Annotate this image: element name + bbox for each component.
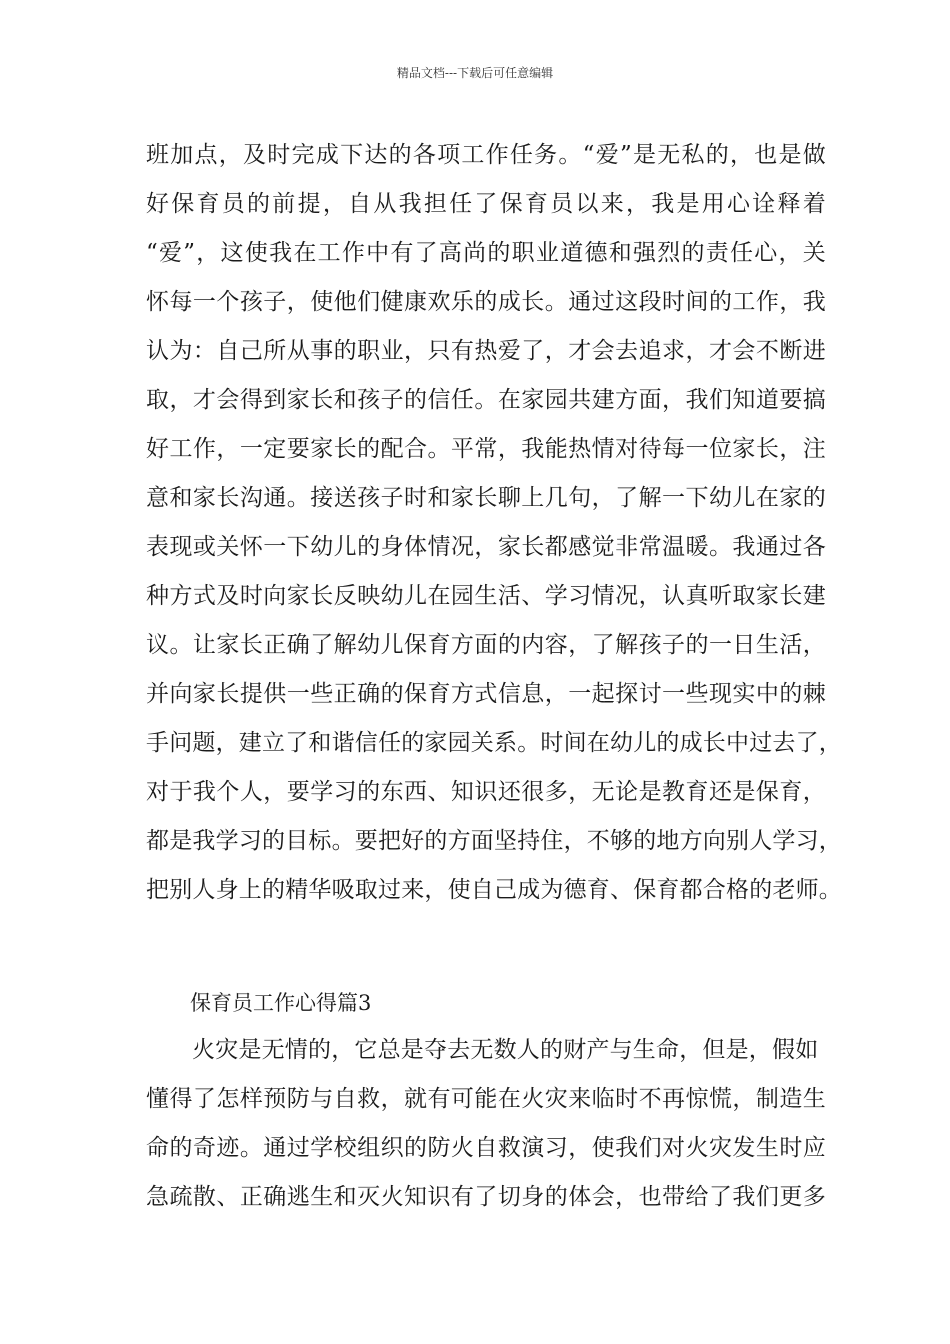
text-line: 种方式及时向家长反映幼儿在园生活、学习情况，认真听取家长建 (146, 583, 826, 609)
text-line: 好工作，一定要家长的配合。平常，我能热情对待每一位家长，注 (146, 436, 826, 462)
text-line: “爱”，这使我在工作中有了高尚的职业道德和强烈的责任心，关 (146, 240, 826, 266)
text-line: 都是我学习的目标。要把好的方面坚持住，不够的地方向别人学习， (146, 828, 842, 854)
text-line: 懂得了怎样预防与自救，就有可能在火灾来临时不再惊慌，制造生 (146, 1086, 826, 1112)
text-line: 命的奇迹。通过学校组织的防火自救演习，使我们对火灾发生时应 (146, 1135, 826, 1161)
text-line: 火灾是无情的，它总是夺去无数人的财产与生命，但是，假如 (192, 1037, 819, 1063)
text-line: 怀每一个孩子，使他们健康欢乐的成长。通过这段时间的工作，我 (146, 289, 826, 315)
paragraph-continued (146, 131, 842, 915)
text-line: 议。让家长正确了解幼儿保育方面的内容，了解孩子的一日生活， (146, 632, 826, 658)
page-header: 精品文档---下载后可任意编辑 (396, 66, 554, 80)
section-paragraph (146, 1026, 826, 1222)
text-line: 对于我个人，要学习的东西、知识还很多，无论是教育还是保育， (146, 779, 826, 805)
paragraph-gap (146, 915, 826, 980)
text-line: 好保育员的前提，自从我担任了保育员以来，我是用心诠释着 (146, 191, 826, 217)
text-line: 手问题，建立了和谐信任的家园关系。时间在幼儿的成长中过去了， (146, 730, 842, 756)
text-line: 取，才会得到家长和孩子的信任。在家园共建方面，我们知道要搞 (146, 387, 826, 413)
text-line: 急疏散、正确逃生和灭火知识有了切身的体会，也带给了我们更多 (146, 1184, 826, 1210)
text-line: 并向家长提供一些正确的保育方式信息，一起探讨一些现实中的棘 (146, 681, 826, 707)
document-body (146, 131, 842, 1222)
section-heading: 保育员工作心得篇3 (190, 991, 372, 1015)
text-line: 表现或关怀一下幼儿的身体情况，家长都感觉非常温暖。我通过各 (146, 534, 826, 560)
text-line: 意和家长沟通。接送孩子时和家长聊上几句，了解一下幼儿在家的 (146, 485, 826, 511)
text-line: 把别人身上的精华吸取过来，使自己成为德育、保育都合格的老师。 (146, 877, 842, 903)
text-line: 班加点，及时完成下达的各项工作任务。“爱”是无私的，也是做 (146, 142, 826, 168)
text-line: 认为：自己所从事的职业，只有热爱了，才会去追求，才会不断进 (146, 338, 826, 364)
